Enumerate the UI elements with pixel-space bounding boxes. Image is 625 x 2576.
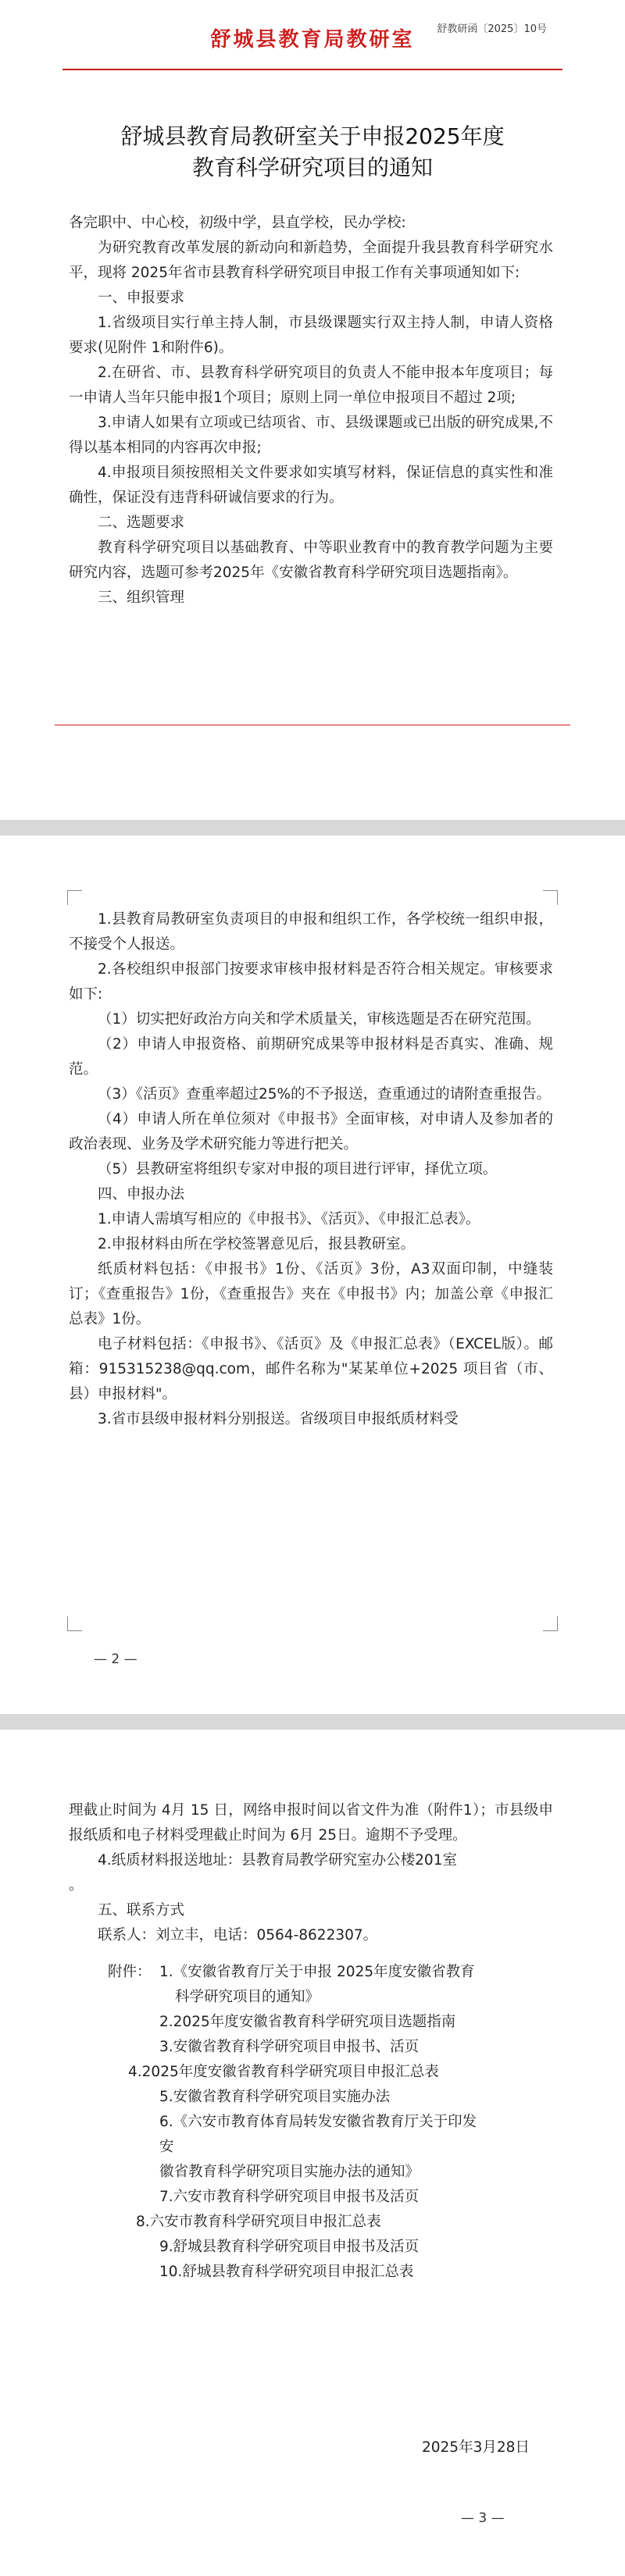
paragraph: （2）申请人申报资格、前期研究成果等申报材料是否真实、准确、规范。 bbox=[69, 1036, 553, 1078]
section-heading: 四、申报办法 bbox=[98, 1186, 185, 1202]
paragraph: 教育科学研究项目以基础教育、中等职业教育中的教育教学问题为主要研究内容，选题可参考2025年《安徽省教育科学研究项目选题指南》。 bbox=[69, 540, 553, 581]
document-date: 2025年3月28日 bbox=[422, 2439, 530, 2456]
paragraph: 2.在研省、市、县教育科学研究项目的负责人不能申报本年度项目；每一申请人当年只能申报1个项目；原则上同一单位申报项目不超过 2项; bbox=[69, 365, 553, 406]
section-heading: 二、选题要求 bbox=[98, 515, 185, 531]
paragraph: （3）《活页》查重率超过25%的不予报送，查重通过的请附查重报告。 bbox=[98, 1086, 552, 1103]
document-title bbox=[0, 121, 625, 183]
page-number: — 3 — bbox=[461, 2510, 505, 2526]
attachment-item: 2.2025年度安徽省教育科学研究项目选题指南 bbox=[159, 2014, 456, 2030]
corner-mark bbox=[67, 1616, 82, 1631]
document-page-1 bbox=[0, 0, 625, 820]
attachment-item: 9.舒城县教育科学研究项目申报书及活页 bbox=[159, 2239, 420, 2255]
org-header-title: 舒城县教育局教研室 bbox=[210, 28, 415, 52]
paragraph: 4.纸质材料报送地址：县教育局教学研究室办公楼201室 bbox=[98, 1852, 457, 1869]
attachment-item: 4.2025年度安徽省教育科学研究项目申报汇总表 bbox=[128, 2064, 439, 2080]
paragraph: 1.申请人需填写相应的《申报书》、《活页》、《申报汇总表》。 bbox=[98, 1211, 480, 1227]
attachment-item: 6.《六安市教育体育局转发安徽省教育厅关于印发 bbox=[159, 2114, 477, 2130]
paragraph: 电子材料包括：《申报书》、《活页》及《申报汇总表》（EXCEL版）。邮箱：915315238@qq.com，邮件名称为"某某单位+2025 项目省（市、县）申报材料"。 bbox=[69, 1336, 553, 1402]
paragraph: （4）申请人所在单位须对《申报书》全面审核，对申请人及参加者的政治表现、业务及学术研究能力等进行把关。 bbox=[69, 1111, 553, 1153]
title-line-2: 教育科学研究项目的通知 bbox=[191, 155, 433, 180]
paragraph: 。 bbox=[69, 1877, 84, 1894]
page-2-body bbox=[69, 907, 553, 1432]
attachment-item: 科学研究项目的通知》 bbox=[175, 1989, 320, 2005]
attachments-list bbox=[108, 1960, 561, 2285]
section-heading: 五、联系方式 bbox=[98, 1902, 185, 1919]
attachment-item: 安 bbox=[159, 2139, 174, 2155]
salutation: 各完职中、中心校，初级中学，县直学校，民办学校: bbox=[69, 215, 406, 231]
paragraph: 理截止时间为 4月 15 日，网络申报时间以省文件为准（附件1）；市县级申报纸质和电子材料受理截止时间为 6月 25日。逾期不予受理。 bbox=[69, 1802, 553, 1844]
section-heading: 一、申报要求 bbox=[98, 290, 185, 306]
attachment-item: 1.《安徽省教育厅关于申报 2025年度安徽省教育 bbox=[159, 1964, 475, 1980]
corner-mark bbox=[67, 890, 82, 905]
section-heading: 三、组织管理 bbox=[98, 590, 185, 606]
paragraph: 3.申请人如果有立项或已结项省、市、县级课题或已出版的研究成果,不得以基本相同的内容再次申报; bbox=[69, 415, 553, 456]
contact-info: 联系人：刘立丰，电话：0564-8622307。 bbox=[98, 1927, 378, 1944]
page-3-body bbox=[69, 1798, 553, 1948]
paragraph: 4.申报项目须按照相关文件要求如实填写材料，保证信息的真实性和准确性，保证没有违背科研诚信要求的行为。 bbox=[69, 465, 553, 506]
page-1-body bbox=[69, 211, 553, 611]
document-page-2 bbox=[0, 836, 625, 1714]
paragraph: 纸质材料包括：《申报书》1份、《活页》3份，A3双面印制，中缝装订；《查重报告》1份，《查重报告》夹在《申报书》内；加盖公章《申报汇总表》1份。 bbox=[69, 1261, 553, 1327]
paragraph: 为研究教育改革发展的新动向和新趋势，全面提升我县教育科学研究水平，现将 2025年省市县教育科学研究项目申报工作有关事项通知如下: bbox=[69, 240, 553, 281]
attachments-label: 附件： bbox=[108, 1964, 152, 1980]
document-page-3 bbox=[0, 1730, 625, 2576]
corner-mark bbox=[543, 890, 558, 905]
document-number: 舒教研函〔2025〕10号 bbox=[437, 23, 547, 35]
paragraph: 3.省市县级申报材料分别报送。省级项目申报纸质材料受 bbox=[98, 1411, 459, 1427]
attachment-item: 3.安徽省教育科学研究项目申报书、活页 bbox=[159, 2039, 420, 2055]
page-number: — 2 — bbox=[94, 1651, 138, 1667]
paragraph: 2.申报材料由所在学校签署意见后，报县教研室。 bbox=[98, 1236, 416, 1252]
corner-mark bbox=[543, 1616, 558, 1631]
attachment-item: 徽省教育科学研究项目实施办法的通知》 bbox=[159, 2164, 420, 2180]
paragraph: （1）切实把好政治方向关和学术质量关，审核选题是否在研究范围。 bbox=[98, 1011, 541, 1028]
attachment-item: 5.安徽省教育科学研究项目实施办法 bbox=[159, 2089, 391, 2105]
paragraph: 1.省级项目实行单主持人制，市县级课题实行双主持人制，申请人资格要求(见附件 1和附件6)。 bbox=[69, 315, 553, 356]
paragraph: （5）县教研室将组织专家对申报的项目进行评审，择优立项。 bbox=[98, 1161, 498, 1178]
paragraph: 1.县教育局教研室负责项目的申报和组织工作，各学校统一组织申报，不接受个人报送。 bbox=[69, 911, 553, 953]
header-red-rule bbox=[62, 69, 562, 70]
attachment-item: 8.六安市教育科学研究项目申报汇总表 bbox=[136, 2214, 381, 2230]
attachment-item: 10.舒城县教育科学研究项目申报汇总表 bbox=[159, 2264, 414, 2280]
title-line-1: 舒城县教育局教研室关于申报2025年度 bbox=[120, 123, 505, 149]
paragraph: 2.各校组织申报部门按要求审核申报材料是否符合相关规定。审核要求如下: bbox=[69, 961, 553, 1003]
attachment-item: 7.六安市教育科学研究项目申报书及活页 bbox=[159, 2189, 420, 2205]
